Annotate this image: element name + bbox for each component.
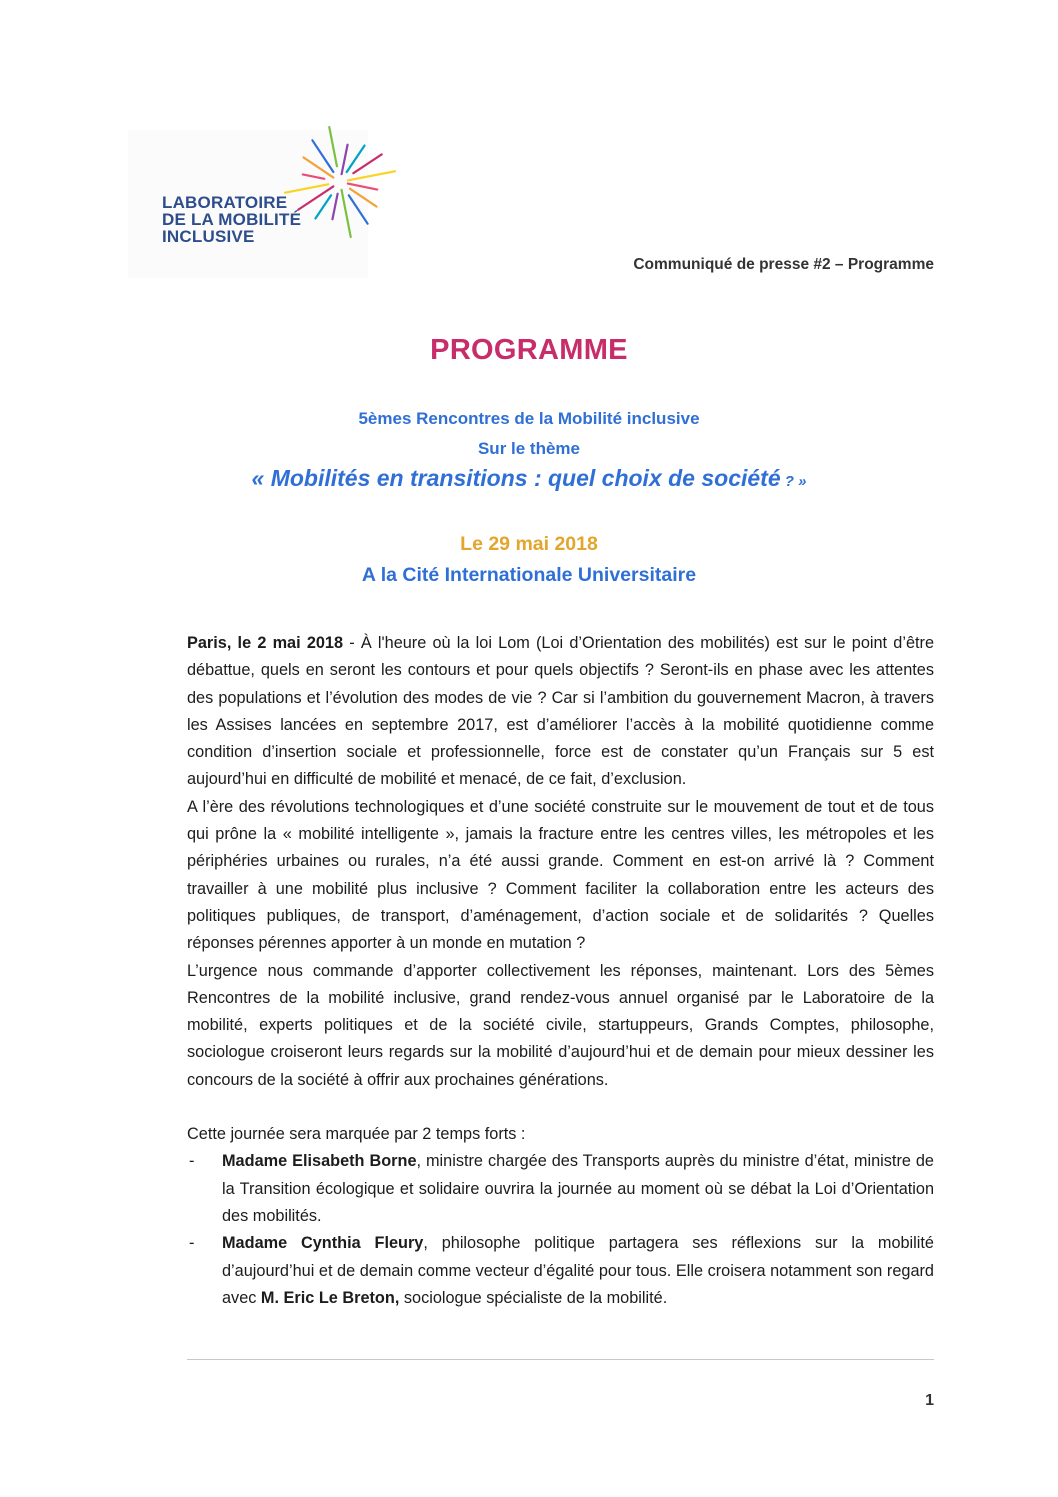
- speaker-name: Madame Elisabeth Borne: [222, 1152, 417, 1171]
- paragraph-text: - À l'heure où la loi Lom (Loi d’Orientation des mobilités) est sur le point d’être débattue, quels en seront les contours et pour quels objectifs ? Seront-ils en phase avec les attentes des populations et l’évolution des modes de vie ? Car si l’ambition du gouvernement Macron, à travers les Assises lancées en septembre 2017, est d’améliorer l’accès à la mobilité quotidienne comme condition d’insertion sociale et professionnelle, force est de constater qu’un Français sur 5 est aujourd’hui en difficulté de mobilité et menacé, de ce fait, d’exclusion.: [187, 634, 934, 789]
- event-date: Le 29 mai 2018: [460, 533, 598, 555]
- event-venue: A la Cité Internationale Universitaire: [361, 564, 697, 586]
- paragraph: A l’ère des révolutions technologiques et d’une société construite sur le mouvement de tout et de tous qui prône la « mobilité intelligente », jamais la fracture entre les centres villes, les métropoles et les périphéries urbaines ou rurales, n’a été aussi grande. Comment en est-on arrivé là ? Comment travailler à une mobilité plus inclusive ? Comment faciliter la collaboration entre les acteurs des politiques publiques, de transport, d’aménagement, d’action sociale et de solidarités ? Quelles réponses pérennes apporter à un monde en mutation ?: [187, 797, 934, 953]
- highlights-list: [187, 1148, 934, 1312]
- bullet-dash: -: [189, 1152, 195, 1171]
- logo-line: DE LA MOBILITÉ: [162, 210, 302, 229]
- theme-intro: Sur le thème: [477, 439, 581, 458]
- list-item-text: , philosophe politique partagera ses réflexions sur la mobilité d’aujourd’hui et de demain comme vecteur d’égalité pour tous. Elle croisera notamment son regard avec: [222, 1234, 934, 1307]
- list-item-text: sociologue spécialiste de la mobilité.: [399, 1288, 668, 1307]
- press-release-reference: Communiqué de presse #2 – Programme: [633, 256, 934, 273]
- list-item-text: , ministre chargée des Transports auprès du ministre d’état, ministre de la Transition écologique et solidaire ouvrira la journée au moment où se débat la Loi d’Orientation des mobilités.: [222, 1152, 934, 1225]
- organization-logo: [128, 130, 368, 278]
- list-item: [187, 1148, 934, 1230]
- event-theme: [0, 465, 1058, 492]
- paragraph: [187, 630, 934, 794]
- speaker-name: M. Eric Le Breton,: [260, 1288, 400, 1307]
- dateline: Paris, le 2 mai 2018: [187, 634, 344, 652]
- paragraph: L’urgence nous commande d’apporter collectivement les réponses, maintenant. Lors des 5èmes Rencontres de la mobilité inclusive, grand rendez-vous annuel organisé par le Laboratoire de la mobilité, experts politiques et de la société civile, startuppeurs, Grands Comptes, philosophe, sociologue croiseront leurs regards sur la mobilité d’aujourd’hui et de demain pour mieux dessiner les concours de la société à offrir aux prochaines générations.: [187, 961, 934, 1089]
- theme-main: « Mobilités en transitions : quel choix de société: [251, 465, 781, 491]
- theme-tail: ? »: [780, 473, 807, 490]
- bullet-dash: -: [189, 1234, 195, 1253]
- document-title: PROGRAMME: [430, 334, 628, 366]
- footer-divider: [187, 1359, 934, 1360]
- speaker-name: Madame Cynthia Fleury: [222, 1234, 424, 1253]
- list-item: [187, 1230, 934, 1312]
- highlights-intro: Cette journée sera marquée par 2 temps forts :: [187, 1125, 526, 1144]
- logo-wordmark: [162, 194, 301, 245]
- logo-line: INCLUSIVE: [162, 227, 255, 246]
- logo-line: LABORATOIRE: [162, 193, 288, 212]
- event-edition: 5èmes Rencontres de la Mobilité inclusive: [358, 409, 700, 428]
- body-text: [187, 630, 934, 1312]
- page-number: 1: [925, 1392, 934, 1409]
